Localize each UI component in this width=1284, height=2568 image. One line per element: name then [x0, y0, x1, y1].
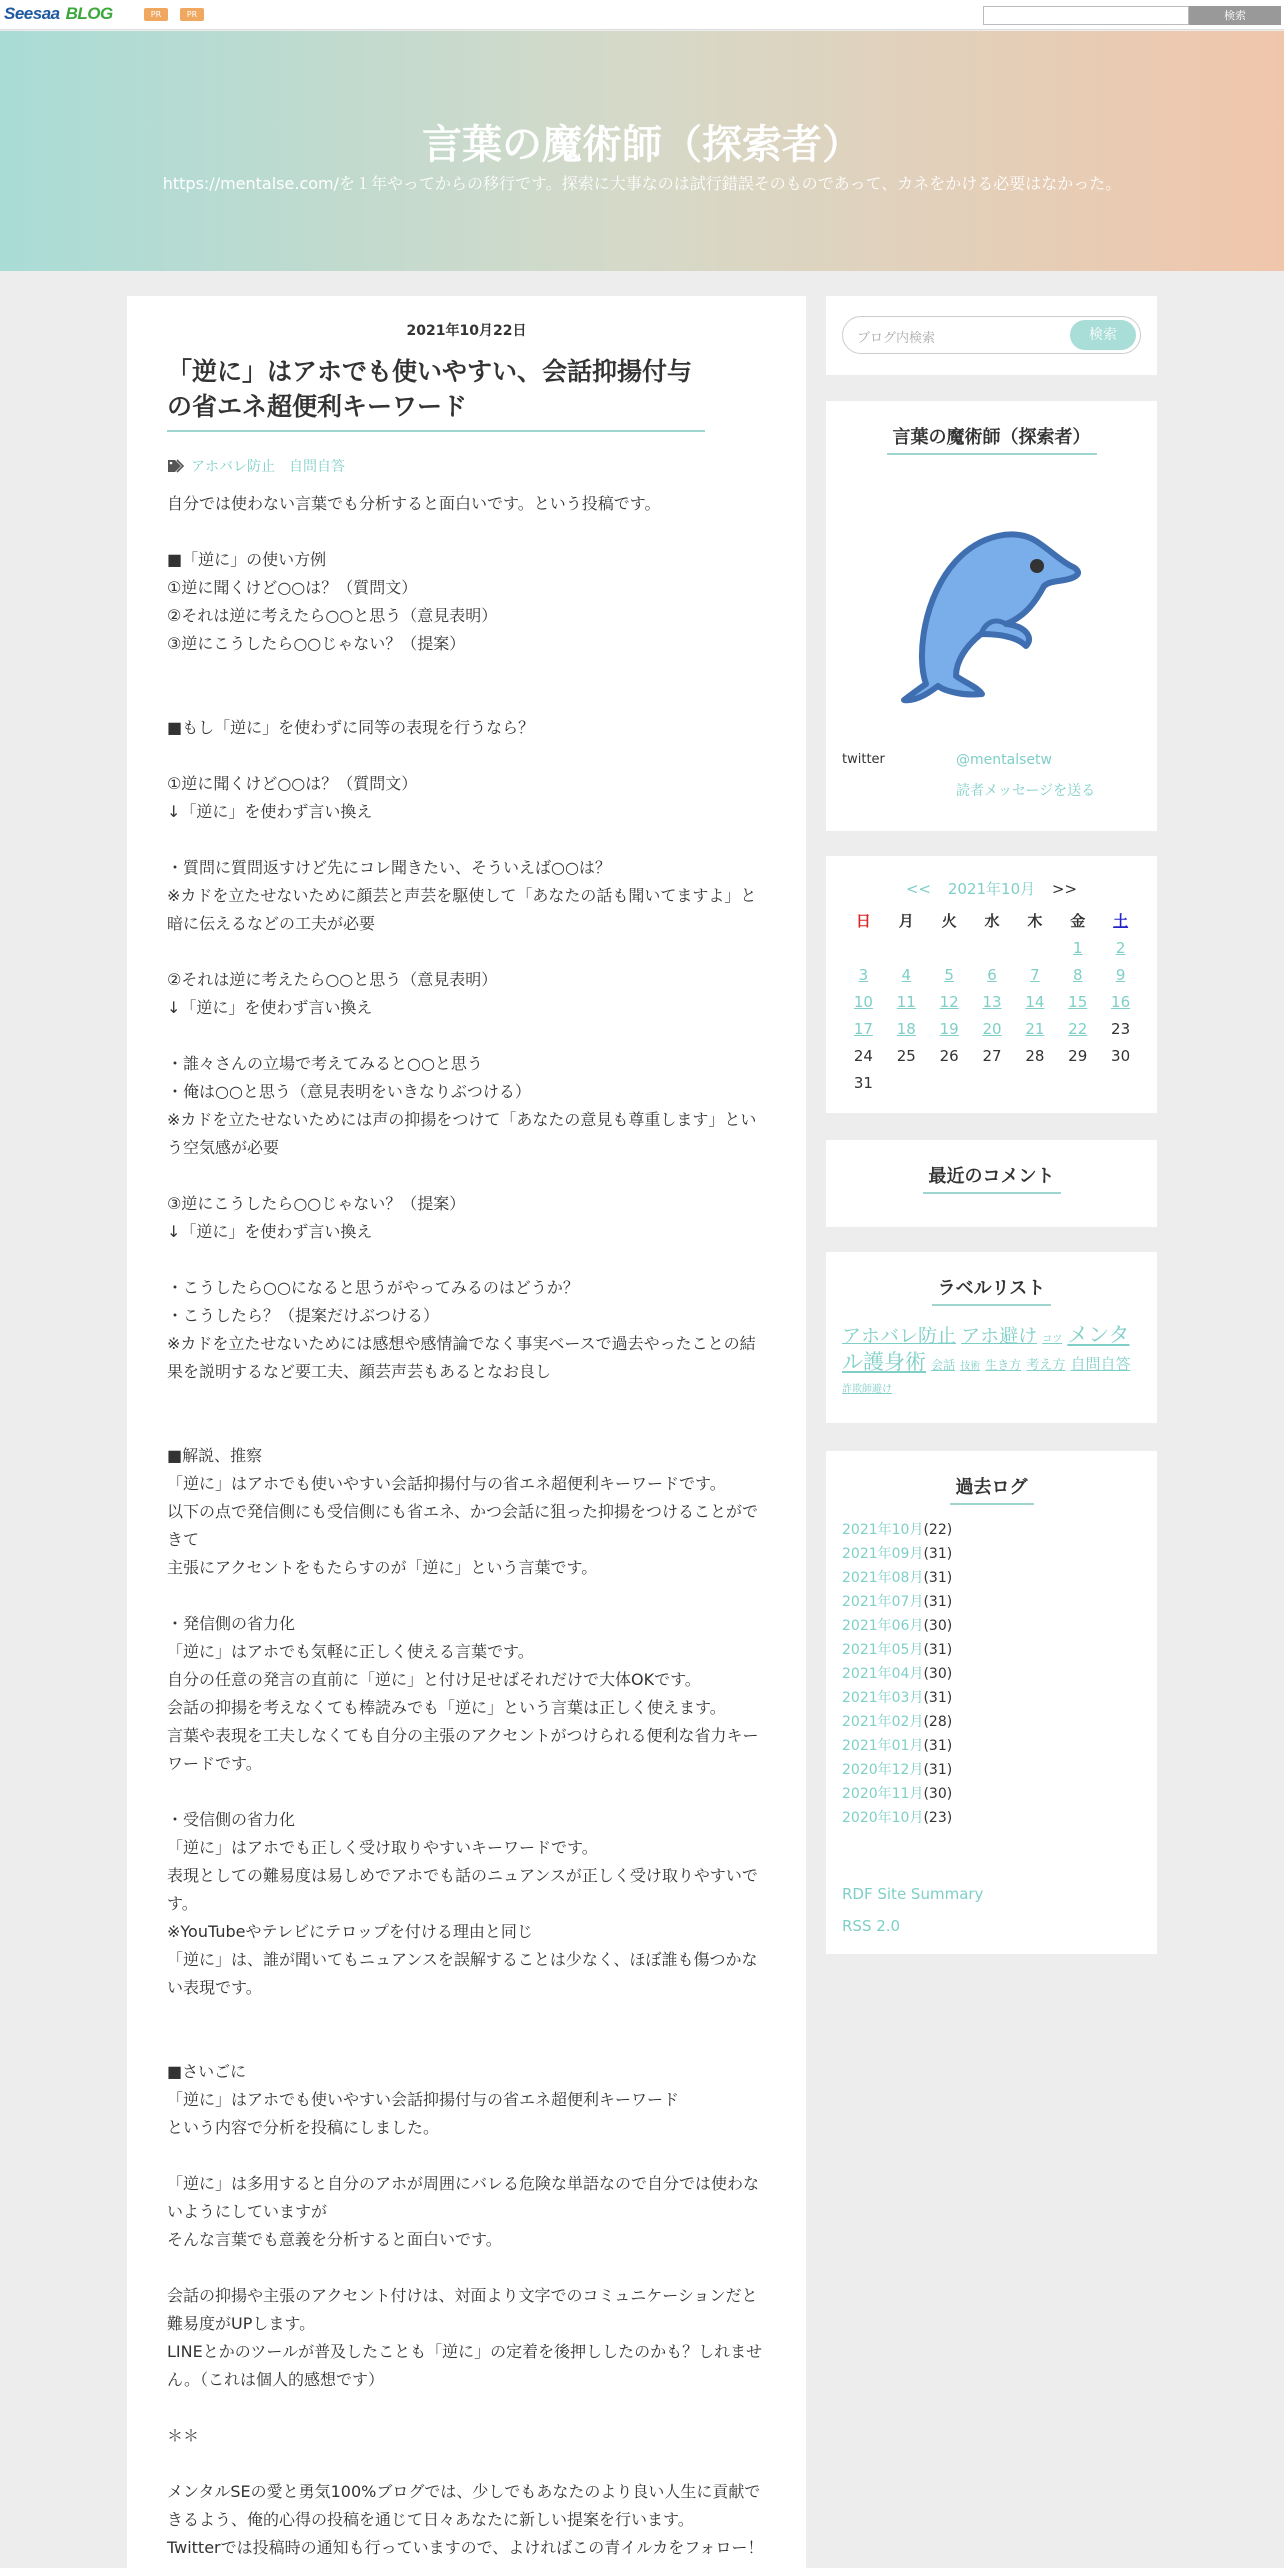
label-link[interactable]: アホバレ防止 [842, 1325, 957, 1347]
calendar-day: 27 [982, 1047, 1002, 1065]
calendar-widget [826, 856, 1157, 1113]
calendar-next-link[interactable]: >> [1051, 880, 1078, 898]
calendar-day [1013, 1070, 1056, 1097]
archive-month-link[interactable]: 2021年10月 [842, 1522, 924, 1538]
sidebar-search-widget [826, 296, 1157, 375]
archive-month-link[interactable]: 2021年05月 [842, 1642, 924, 1658]
archive-item [842, 1518, 952, 1542]
calendar-day[interactable]: 15 [1068, 993, 1088, 1011]
calendar-day[interactable]: 10 [853, 993, 873, 1011]
calendar-day [971, 1070, 1014, 1097]
recent-comments-widget [826, 1140, 1157, 1227]
archive-count: (31) [923, 1642, 953, 1658]
archive-count: (31) [923, 1594, 953, 1610]
calendar-day[interactable]: 3 [858, 966, 869, 984]
label-link[interactable]: アホ避け [961, 1325, 1038, 1347]
calendar-day: 31 [853, 1074, 873, 1092]
archive-count: (28) [923, 1714, 953, 1730]
calendar-day[interactable]: 1 [1072, 939, 1083, 957]
calendar-day [928, 1070, 971, 1097]
label-link[interactable]: 会話 [931, 1358, 956, 1373]
calendar-weekday: 土 [1113, 912, 1129, 930]
archive-item [842, 1662, 952, 1686]
archive-month-link[interactable]: 2021年03月 [842, 1690, 924, 1706]
archive-item [842, 1806, 952, 1830]
calendar-day: 29 [1068, 1047, 1088, 1065]
archive-item [842, 1710, 952, 1734]
blog-description: https://mentalse.com/を１年やってからの移行です。探索に大事なのは試行錯誤そのものであって、カネをかける必要はなかった。 [162, 174, 1122, 193]
blog-title[interactable]: 言葉の魔術師（探索者） [422, 122, 862, 168]
calendar-day: 25 [896, 1047, 916, 1065]
archive-widget [826, 1451, 1157, 1869]
label-link[interactable]: 生き方 [985, 1358, 1022, 1373]
rdf-link[interactable]: RDF Site Summary [842, 1885, 984, 1903]
label-link[interactable]: 考え方 [1026, 1358, 1066, 1374]
calendar-day[interactable]: 4 [901, 966, 912, 984]
calendar-day[interactable]: 22 [1068, 1020, 1088, 1038]
blog-search-input[interactable] [842, 316, 1141, 354]
calendar-day[interactable]: 19 [939, 1020, 959, 1038]
calendar-day: 26 [939, 1047, 959, 1065]
archive-count: (22) [923, 1522, 953, 1538]
archive-count: (30) [923, 1618, 953, 1634]
calendar-day: 30 [1111, 1047, 1131, 1065]
archive-month-link[interactable]: 2021年07月 [842, 1594, 924, 1610]
archive-month-link[interactable]: 2021年09月 [842, 1546, 924, 1562]
label-link[interactable]: 詐欺師避け [842, 1383, 892, 1395]
calendar-weekday: 金 [1070, 912, 1086, 930]
calendar-day[interactable]: 2 [1115, 939, 1126, 957]
archive-month-link[interactable]: 2021年02月 [842, 1714, 924, 1730]
profile-widget [826, 401, 1157, 831]
calendar-weekday: 水 [984, 912, 1000, 930]
label-link[interactable]: コツ [1042, 1334, 1063, 1345]
calendar-grid [842, 908, 1142, 1097]
calendar-day [1056, 1070, 1099, 1097]
calendar-day[interactable]: 5 [944, 966, 954, 984]
label-list-title: ラベルリスト [826, 1274, 1157, 1306]
twitter-handle-link[interactable]: @mentalsetw [956, 752, 1052, 768]
archive-count: (23) [923, 1810, 953, 1826]
archive-month-link[interactable]: 2020年12月 [842, 1762, 924, 1778]
label-list-widget [826, 1252, 1157, 1423]
calendar-day [1013, 935, 1056, 962]
calendar-weekday: 日 [855, 912, 871, 930]
archive-count: (30) [923, 1786, 953, 1802]
archive-count: (31) [923, 1738, 953, 1754]
post-body: 自分では使わない言葉でも分析すると面白いです。という投稿です。 ■「逆に」の使い方例 ①逆に聞くけど○○は？（質問文） ②それは逆に考えたら○○と思う（意見表明） ③逆にこうしたら○○じゃない？（提案） ■もし「逆に」を使わずに同等の表現を行うなら？ ①逆に聞くけど○○は？（質問文） ↓「逆に」を使わず言い換え ・質問に質問返すけど先にコレ聞きたい、そういえば○○は？ ※カドを立たせないために顔芸と声芸を駆使して「あなたの話も聞いてますよ」と暗に伝えるなどの工夫が必要 ②それは逆に考えたら○○と思う（意見表明） ↓「逆に」を使わず言い換え ・誰々さんの立場で考えてみると○○と思う ・俺は○○と思う（意見表明をいきなりぶつける） ※カドを立たせないためには声の抑揚をつけて「あなたの意見も尊重します」という空気感が必要 ③逆にこうしたら○○じゃない？（提案） ↓「逆に」を使わず言い換え ・こうしたら○○になると思うがやってみるのはどうか？ ・こうしたら？（提案だけぶつける） ※カドを立たせないためには感想や感情論でなく事実ベースで過去やったことの結果を説明するなど要工夫、顔芸声芸もあるとなお良し ■解説、推察 「逆に」はアホでも使いやすい会話抑揚付与の省エネ超便利キーワードです。 以下の点で発信側にも受信側にも省エネ、かつ会話に狙った抑揚をつけることができて 主張にアクセントをもたらすのが「逆に」という言葉です。 ・発信側の省力化 「逆に」はアホでも気軽に正しく使える言葉です。 自分の任意の発言の直前に「逆に」と付け足せばそれだけで大体OKです。 会話の抑揚を考えなくても棒読みでも「逆に」という言葉は正しく使えます。 言葉や表現を工夫しなくても自分の主張のアクセントがつけられる便利な省力キーワードです。 ・受信側の省力化 「逆に」はアホでも正しく受け取りやすいキーワードです。 表現としての難易度は易しめでアホでも話のニュアンスが正しく受け取りやすいです。 ※YouTubeやテレビにテロップを付ける理由と同じ 「逆に」は、誰が聞いてもニュアンスを誤解することは少なく、ほぼ誰も傷つかない表現です。 ■さいごに 「逆に」はアホでも使いやすい会話抑揚付与の省エネ超便利キーワード という内容で分析を投稿にしました。 「逆に」は多用すると自分のアホが周囲にバレる危険な単語なので自分では使わないようにしていますが そんな言葉でも意義を分析すると面白いです。 会話の抑揚や主張のアクセント付けは、対面より文字でのコミュニケーションだと難易度がUPします。 LINEとかのツールが普及したことも「逆に」の定着を後押ししたのかも？しれません。（これは個人的感想です） ＊＊ メンタルSEの愛と勇気100%ブログでは、少しでもあなたのより良い人生に貢献できるよう、俺的心得の投稿を通じて日々あなたに新しい提案を行います。 Twitterでは投稿時の通知も行っていますので、よければこの青イルカをフォロー！ [167, 494, 764, 2557]
archive-item [842, 1734, 952, 1758]
calendar-day[interactable]: 17 [853, 1020, 873, 1038]
blog-header [0, 31, 1284, 271]
post-title[interactable]: 「逆に」はアホでも使いやすい、会話抑揚付与の省エネ超便利キーワード [167, 354, 705, 432]
archive-month-link[interactable]: 2020年11月 [842, 1786, 924, 1802]
archive-item [842, 1758, 952, 1782]
reader-message-link[interactable]: 読者メッセージを送る [956, 783, 1096, 799]
calendar-day[interactable]: 12 [939, 993, 959, 1011]
profile-title: 言葉の魔術師（探索者） [826, 423, 1157, 455]
label-link[interactable]: 技術 [960, 1361, 981, 1373]
archive-item [842, 1686, 952, 1710]
blog-search-placeholder: ブログ内検索 [857, 331, 936, 346]
archive-month-link[interactable]: 2020年10月 [842, 1810, 924, 1826]
calendar-prev-link[interactable]: << [905, 880, 932, 898]
archive-month-link[interactable]: 2021年04月 [842, 1666, 924, 1682]
seesaa-blog-logo[interactable] [4, 4, 113, 24]
calendar-day[interactable]: 14 [1025, 993, 1045, 1011]
calendar-day [971, 935, 1014, 962]
calendar-day [842, 935, 885, 962]
calendar-weekday: 月 [898, 912, 914, 930]
twitter-label: twitter [842, 752, 885, 767]
calendar-day[interactable]: 6 [987, 966, 997, 984]
archive-count: (31) [923, 1762, 953, 1778]
calendar-day: 24 [853, 1047, 873, 1065]
post-labels [167, 456, 766, 476]
top-search-button[interactable]: 検索 [1189, 6, 1281, 25]
archive-title: 過去ログ [826, 1473, 1157, 1505]
calendar-weekday: 火 [941, 912, 957, 930]
calendar-weekday: 木 [1027, 912, 1043, 930]
archive-count: (31) [923, 1570, 953, 1586]
label-link[interactable]: 自問自答 [1070, 1355, 1131, 1374]
rss-widget [826, 1867, 1157, 1954]
archive-item [842, 1590, 952, 1614]
logo-main: Seesaa [4, 4, 60, 23]
post-date: 2021年10月22日 [406, 323, 527, 339]
post-label-link[interactable]: アホバレ防止 [191, 459, 275, 475]
calendar-day[interactable]: 21 [1025, 1020, 1045, 1038]
post-label-link[interactable]: 自問自答 [289, 459, 345, 475]
pr-badge[interactable]: PR [144, 8, 168, 21]
label-link[interactable]: メンタル護身術 [842, 1323, 1130, 1375]
archive-count: (31) [923, 1690, 953, 1706]
archive-item [842, 1782, 952, 1806]
archive-count: (30) [923, 1666, 953, 1682]
top-bar [0, 0, 1284, 30]
recent-comments-title: 最近のコメント [826, 1162, 1157, 1194]
archive-count: (31) [923, 1546, 953, 1562]
dolphin-icon [886, 506, 1091, 706]
calendar-day: 28 [1025, 1047, 1045, 1065]
calendar-day [885, 935, 928, 962]
calendar-day[interactable]: 18 [896, 1020, 916, 1038]
pr-badge[interactable]: PR [180, 8, 204, 21]
archive-month-link[interactable]: 2021年08月 [842, 1570, 924, 1586]
archive-item [842, 1638, 952, 1662]
main-article [127, 296, 806, 2568]
rss2-link[interactable]: RSS 2.0 [842, 1917, 901, 1935]
calendar-day[interactable]: 11 [896, 993, 916, 1011]
logo-sub: BLOG [65, 4, 113, 23]
calendar-day[interactable]: 7 [1030, 966, 1040, 984]
calendar-day [928, 935, 971, 962]
archive-item [842, 1566, 952, 1590]
label-cloud [842, 1322, 1142, 1397]
calendar-day[interactable]: 20 [982, 1020, 1002, 1038]
archive-item [842, 1542, 952, 1566]
calendar-day[interactable]: 16 [1111, 993, 1131, 1011]
archive-item [842, 1614, 952, 1638]
archive-list [842, 1518, 952, 1830]
calendar-month-link[interactable]: 2021年10月 [947, 880, 1036, 898]
calendar-day[interactable]: 8 [1072, 966, 1083, 984]
archive-month-link[interactable]: 2021年06月 [842, 1618, 924, 1634]
blog-search-button[interactable]: 検索 [1070, 320, 1136, 350]
calendar-header [826, 878, 1157, 899]
tag-icon [167, 459, 185, 473]
calendar-day [1099, 1070, 1142, 1097]
calendar-day[interactable]: 9 [1115, 966, 1126, 984]
archive-month-link[interactable]: 2021年01月 [842, 1738, 924, 1754]
calendar-day [885, 1070, 928, 1097]
top-search-input[interactable] [983, 6, 1189, 25]
calendar-day: 23 [1111, 1020, 1131, 1038]
calendar-day[interactable]: 13 [982, 993, 1002, 1011]
